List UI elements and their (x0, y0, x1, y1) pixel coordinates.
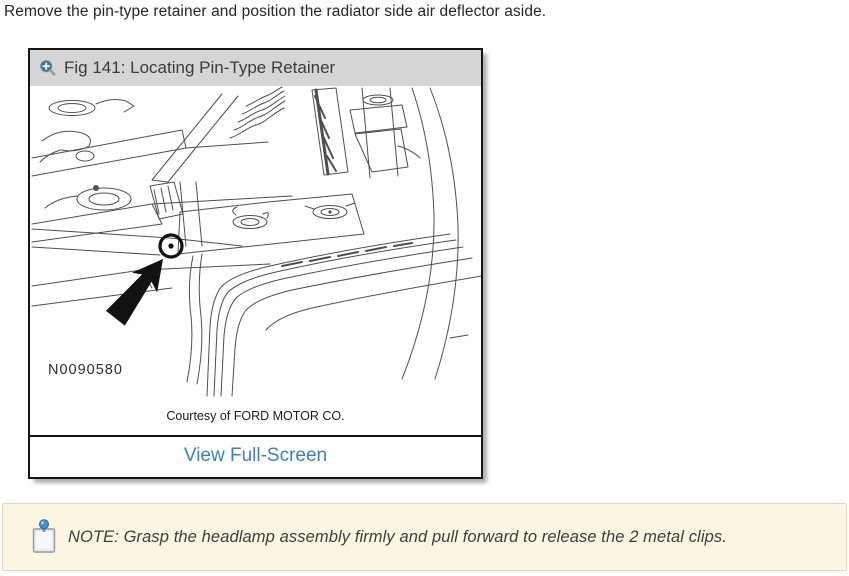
note-text: NOTE: Grasp the headlamp assembly firmly and pull forward to release the 2 metal clips. (68, 527, 727, 546)
figure-image-label: N0090580 (48, 362, 123, 378)
figure-card (28, 48, 483, 479)
figure-image (30, 86, 481, 399)
view-fullscreen-link[interactable]: View Full-Screen (183, 445, 328, 466)
figure-header (30, 50, 481, 86)
line-drawing (30, 86, 481, 399)
courtesy-text: Courtesy of FORD MOTOR CO. (166, 409, 345, 423)
retainer-callout (104, 235, 182, 329)
step-instruction-text: Remove the pin-type retainer and position the radiator side air deflector aside. (4, 3, 547, 20)
fullscreen-row (30, 435, 481, 477)
zoom-in-icon[interactable] (39, 59, 57, 77)
note-box (2, 503, 847, 571)
note-pushpin-icon (31, 519, 57, 555)
figure-title: Fig 141: Locating Pin-Type Retainer (64, 58, 336, 77)
